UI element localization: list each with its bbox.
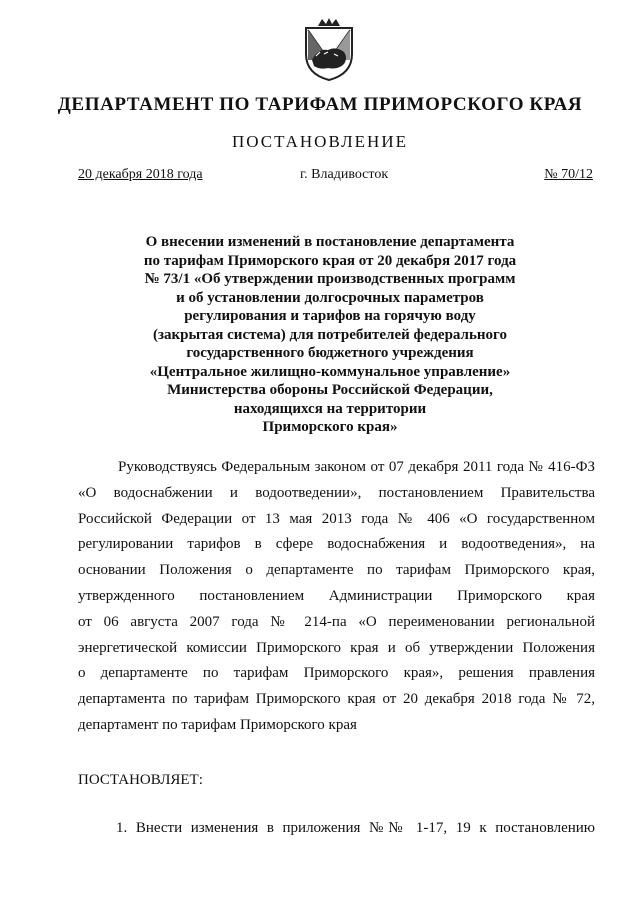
body-line: утвержденного постановлением Администрации Приморского края (78, 587, 595, 604)
subject-line: Министерства обороны Российской Федерации, (167, 382, 493, 398)
department-name: ДЕПАРТАМЕНТ ПО ТАРИФАМ ПРИМОРСКОГО КРАЯ (57, 94, 583, 115)
document-type: ПОСТАНОВЛЕНИЕ (231, 132, 408, 151)
subject-line: № 73/1 «Об утверждении производственных программ (144, 271, 516, 287)
body-line: департамента по тарифам Приморского края от 20 декабря 2018 года № 72, (78, 691, 595, 708)
coat-of-arms-icon (298, 16, 360, 82)
subject-line: «Центральное жилищно-коммунальное управление» (149, 363, 511, 380)
subject-line: Приморского края» (262, 419, 398, 435)
document-subject (70, 233, 590, 437)
subject-line: О внесении изменений в постановление департамента (145, 234, 515, 250)
body-line: основании Положения о департаменте по тарифам Приморского края, (78, 562, 595, 579)
body-line: о департаменте по тарифам Приморского края», решения правления (78, 665, 595, 682)
subject-line: регулирования и тарифов на горячую воду (184, 308, 476, 324)
decree-item-1: 1. Внести изменения в приложения №№ 1-17, 19 к постановлению (116, 820, 595, 836)
body-line: регулировании тарифов в сфере водоснабжения и водоотведения», на (78, 536, 595, 553)
document-body (78, 455, 595, 739)
body-line: Российской Федерации от 13 мая 2013 года № 406 «О государственном (78, 510, 595, 527)
subject-line: находящихся на территории (233, 400, 427, 417)
subject-line: (закрытая система) для потребителей федерального (153, 326, 507, 343)
subject-line: государственного бюджетного учреждения (186, 345, 474, 361)
document-date: 20 декабря 2018 года (78, 167, 203, 182)
body-line: «О водоснабжении и водоотведении», постановлением Правительства (78, 484, 595, 501)
body-line: от 06 августа 2007 года № 214-па «О переименовании региональной (78, 613, 595, 630)
body-line: департамент по тарифам Приморского края (78, 716, 357, 733)
subject-line: по тарифам Приморского края от 20 декабря 2017 года (143, 252, 517, 269)
document-number: № 70/12 (544, 167, 593, 182)
body-line: энергетической комиссии Приморского края и об утверждении Положения (78, 639, 595, 656)
body-line: Руководствуясь Федеральным законом от 07 декабря 2011 года № 416-ФЗ (118, 459, 595, 475)
decree-heading: ПОСТАНОВЛЯЕТ: (78, 772, 203, 788)
document-city: г. Владивосток (300, 167, 389, 182)
subject-line: и об установлении долгосрочных параметров (176, 289, 484, 306)
